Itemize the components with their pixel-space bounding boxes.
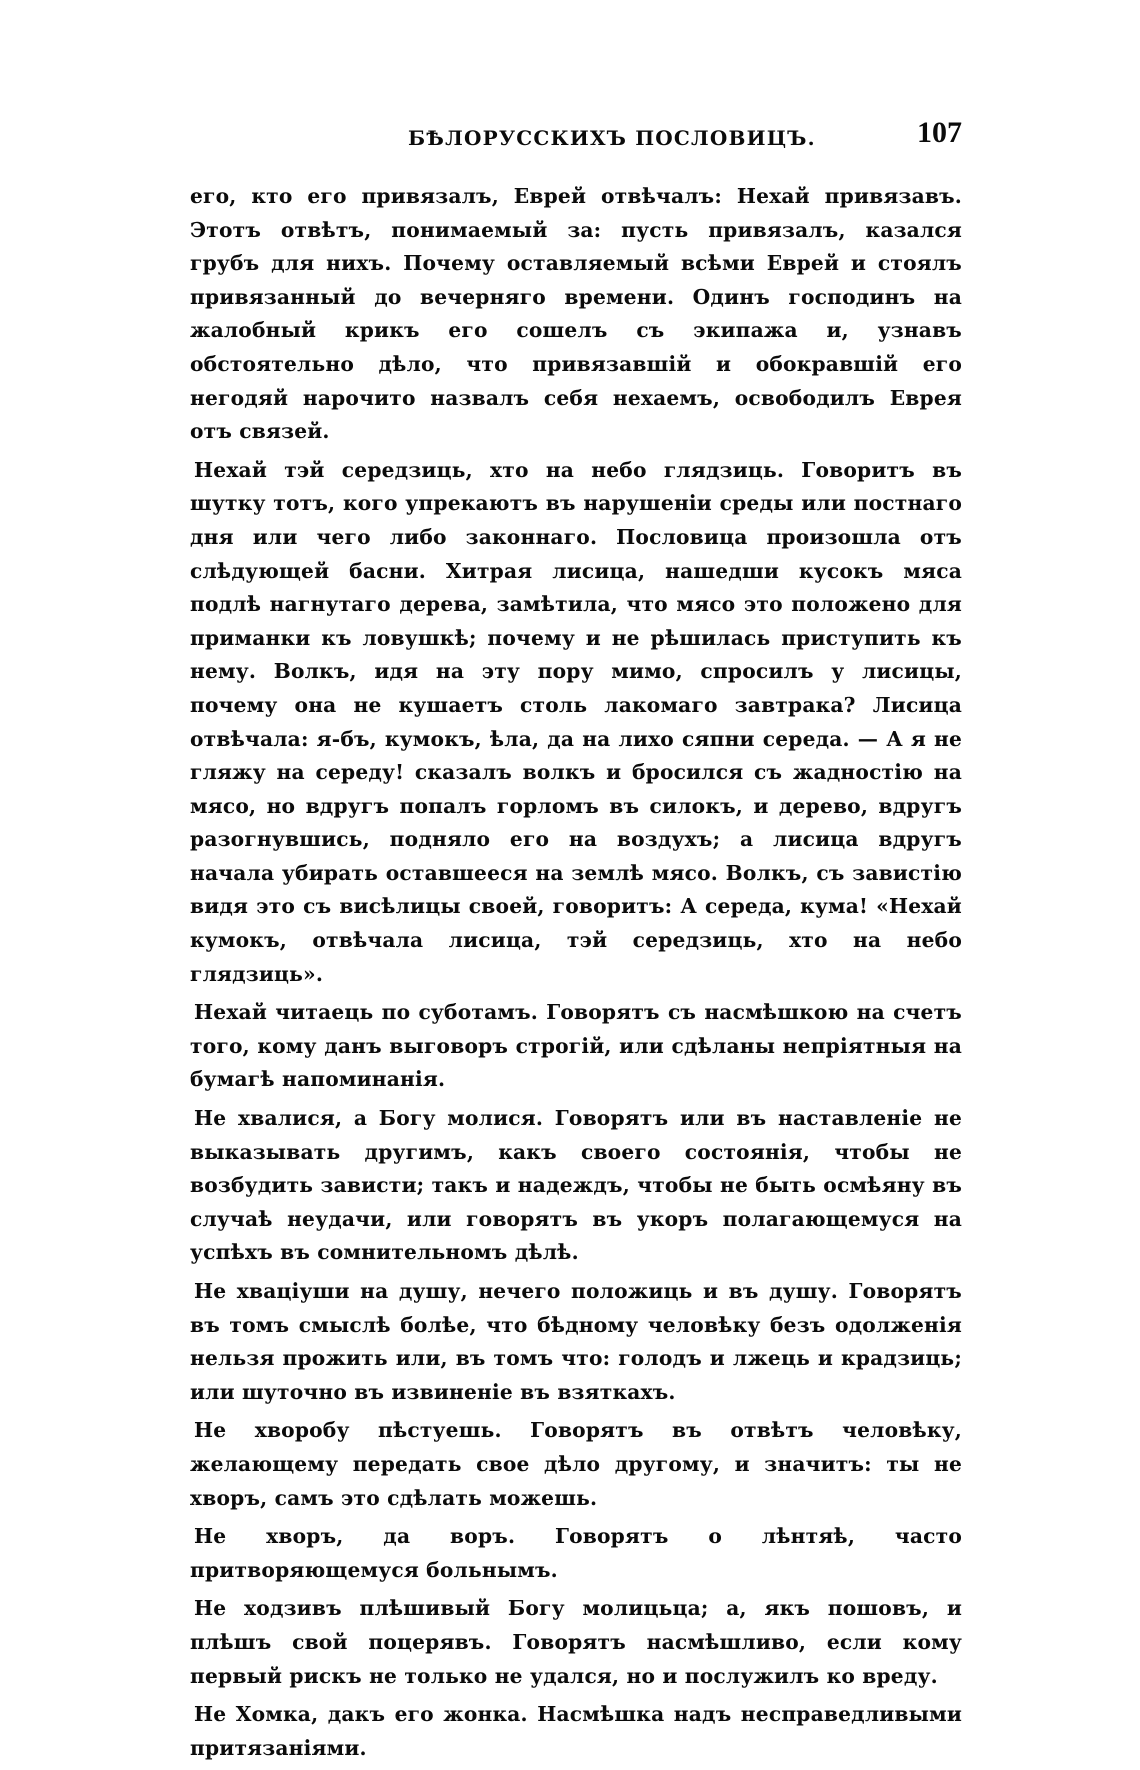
proverb-entry: Не хваціуши на душу, нечего положиць и въ душу. Говорятъ въ томъ смыслѣ болѣе, что бѣдному человѣку безъ одолженія нельзя прожить или, въ томъ что: голодъ и лжець и крадзиць; или шуточно въ извиненіе въ взяткахъ. (190, 1279, 962, 1404)
running-title: БѢЛОРУССКИХЪ ПОСЛОВИЦЪ. (408, 126, 816, 150)
proverb-entry: Не Хомка, дакъ его жонка. Насмѣшка надъ несправедливыми притязаніями. (190, 1702, 962, 1760)
page-header (190, 118, 962, 158)
page-body (190, 180, 962, 1770)
proverb-entry: Не хвалися, а Богу молися. Говорятъ или въ наставленіе не выказывать другимъ, какъ своего состоянія, чтобы не возбудить зависти; такъ и надеждъ, чтобы не быть осмѣяну въ случаѣ неудачи, или говорятъ въ укоръ полагающемуся на успѣхъ въ сомнительномъ дѣлѣ. (190, 1106, 962, 1265)
proverb-entry: Не хворобу пѣстуешь. Говорятъ въ отвѣтъ человѣку, желающему передать свое дѣло другому, и значитъ: ты не хворъ, самъ это сдѣлать можешь. (190, 1418, 962, 1510)
proverb-entry: Не хворъ, да воръ. Говорятъ о лѣнтяѣ, часто притворяющемуся больнымъ. (190, 1524, 962, 1582)
page-number: 107 (917, 116, 962, 149)
paragraph-continuation: его, кто его привязалъ, Еврей отвѣчалъ: Нехай привязавъ. Этотъ отвѣтъ, понимаемый за: пусть привязалъ, казался грубъ для нихъ. Почему оставляемый всѣми Еврей и стоялъ привязанный до вечерняго времени. Одинъ господинъ на жалобный крикъ его сошелъ съ экипажа и, узнавъ обстоятельно дѣло, что привязавшій и обокравшій его негодяй нарочито назвалъ себя нехаемъ, освободилъ Еврея отъ связей. (190, 184, 962, 444)
proverb-entry: Нехай читаець по суботамъ. Говорятъ съ насмѣшкою на счетъ того, кому данъ выговоръ строгій, или сдѣланы непріятныя на бумагѣ напоминанія. (190, 1000, 962, 1092)
proverb-entry: Не ходзивъ плѣшивый Богу молицьца; а, якъ пошовъ, и плѣшъ свой поцерявъ. Говорятъ насмѣшливо, если кому первый рискъ не только не удался, но и послужилъ ко вреду. (190, 1596, 962, 1688)
proverb-entry: Нехай тэй середзиць, хто на небо глядзиць. Говоритъ въ шутку тотъ, кого упрекаютъ въ нарушеніи среды или постнаго дня или чего либо законнаго. Пословица произошла отъ слѣдующей басни. Хитрая лисица, нашедши кусокъ мяса подлѣ нагнутаго дерева, замѣтила, что мясо это положено для приманки къ ловушкѣ; почему и не рѣшилась приступить къ нему. Волкъ, идя на эту пору мимо, спросилъ у лисицы, почему она не кушаетъ столь лакомаго завтрака? Лисица отвѣчала: я-бъ, кумокъ, ѣла, да на лихо сяпни середа. — А я не гляжу на середу! сказалъ волкъ и бросился съ жадностію на мясо, но вдругъ попалъ горломъ въ силокъ, и дерево, вдругъ разогнувшись, подняло его на воздухъ; а лисица вдругъ начала убирать оставшееся на землѣ мясо. Волкъ, съ завистію видя это съ висѣлицы своей, говоритъ: А середа, кума! «Нехай кумокъ, отвѣчала лисица, тэй середзиць, хто на небо глядзиць». (190, 457, 962, 986)
